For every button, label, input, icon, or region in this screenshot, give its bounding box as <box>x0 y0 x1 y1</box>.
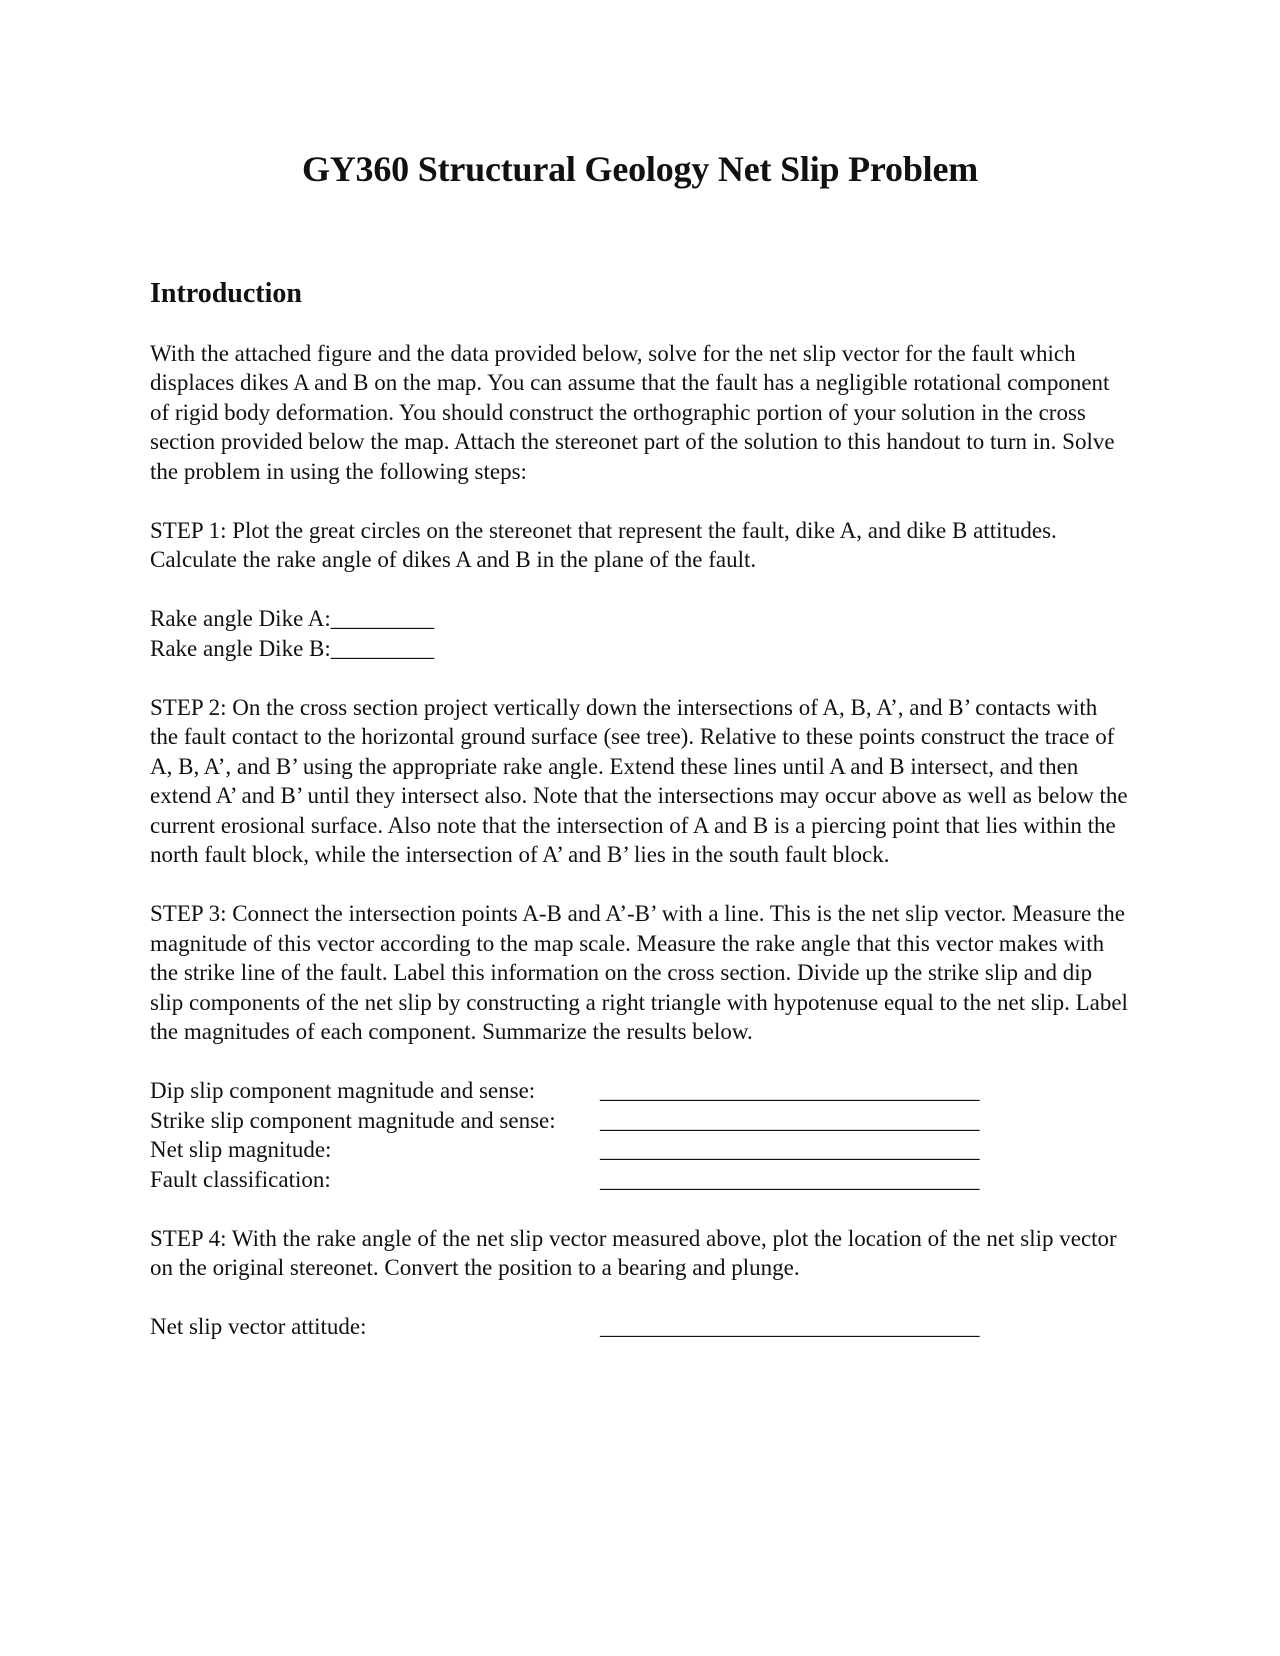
rake-angle-fields <box>150 604 1130 663</box>
result-row-fault-classification <box>150 1165 1130 1195</box>
document-title: GY360 Structural Geology Net Slip Problem <box>301 149 979 189</box>
result-row-net-slip <box>150 1135 1130 1165</box>
step-2-paragraph: STEP 2: On the cross section project vertically down the intersections of A, B, A’, and B’ contacts with the fault contact to the horizontal ground surface (see tree). Relative to these points construct the trace of A, B, A’, and B’ using the appropriate rake angle. Extend these lines until A and B intersect, and then extend A’ and B’ until they intersect also. Note that the intersections may occur above as well as below the current erosional surface. Also note that the intersection of A and B is a piercing point that lies within the north fault block, while the intersection of A’ and B’ lies in the south fault block. <box>150 694 1128 868</box>
result-blank-line: _________________________________ <box>600 1078 980 1104</box>
result-blank-line: _________________________________ <box>600 1137 980 1163</box>
net-slip-attitude-field <box>150 1312 1130 1342</box>
result-row-net-slip-attitude <box>150 1312 1130 1342</box>
rake-angle-dike-a: Rake angle Dike A:_________ <box>150 606 435 632</box>
result-label: Net slip magnitude: <box>150 1137 332 1163</box>
results-fields <box>150 1076 1130 1194</box>
result-row-dip-slip <box>150 1076 1130 1106</box>
result-label: Fault classification: <box>150 1166 331 1192</box>
result-blank-line: _________________________________ <box>600 1107 980 1133</box>
step-1-paragraph: STEP 1: Plot the great circles on the stereonet that represent the fault, dike A, and dike B attitudes. Calculate the rake angle of dikes A and B in the plane of the fault. <box>150 517 1057 573</box>
result-label: Strike slip component magnitude and sense: <box>150 1107 556 1133</box>
step-3-paragraph: STEP 3: Connect the intersection points A-B and A’-B’ with a line. This is the net slip vector. Measure the magnitude of this vector according to the map scale. Measure the rake angle that this vector makes with the strike line of the fault. Label this information on the cross section. Divide up the strike slip and dip slip components of the net slip by constructing a right triangle with hypotenuse equal to the net slip. Label the magnitudes of each component. Summarize the results below. <box>150 901 1128 1045</box>
step-4-paragraph: STEP 4: With the rake angle of the net slip vector measured above, plot the location of the net slip vector on the original stereonet. Convert the position to a bearing and plunge. <box>150 1225 1117 1281</box>
result-label: Net slip vector attitude: <box>150 1314 367 1340</box>
section-heading-introduction: Introduction <box>150 278 302 310</box>
rake-angle-dike-b: Rake angle Dike B:_________ <box>150 635 435 661</box>
result-blank-line: _________________________________ <box>600 1314 980 1340</box>
result-blank-line: _________________________________ <box>600 1166 980 1192</box>
result-label: Dip slip component magnitude and sense: <box>150 1078 536 1104</box>
result-row-strike-slip <box>150 1106 1130 1136</box>
intro-paragraph: With the attached figure and the data provided below, solve for the net slip vector for the fault which displaces dikes A and B on the map. You can assume that the fault has a negligible rotational component of rigid body deformation. You should construct the orthographic portion of your solution in the cross section provided below the map. Attach the stereonet part of the solution to this handout to turn in. Solve the problem in using the following steps: <box>150 340 1115 484</box>
